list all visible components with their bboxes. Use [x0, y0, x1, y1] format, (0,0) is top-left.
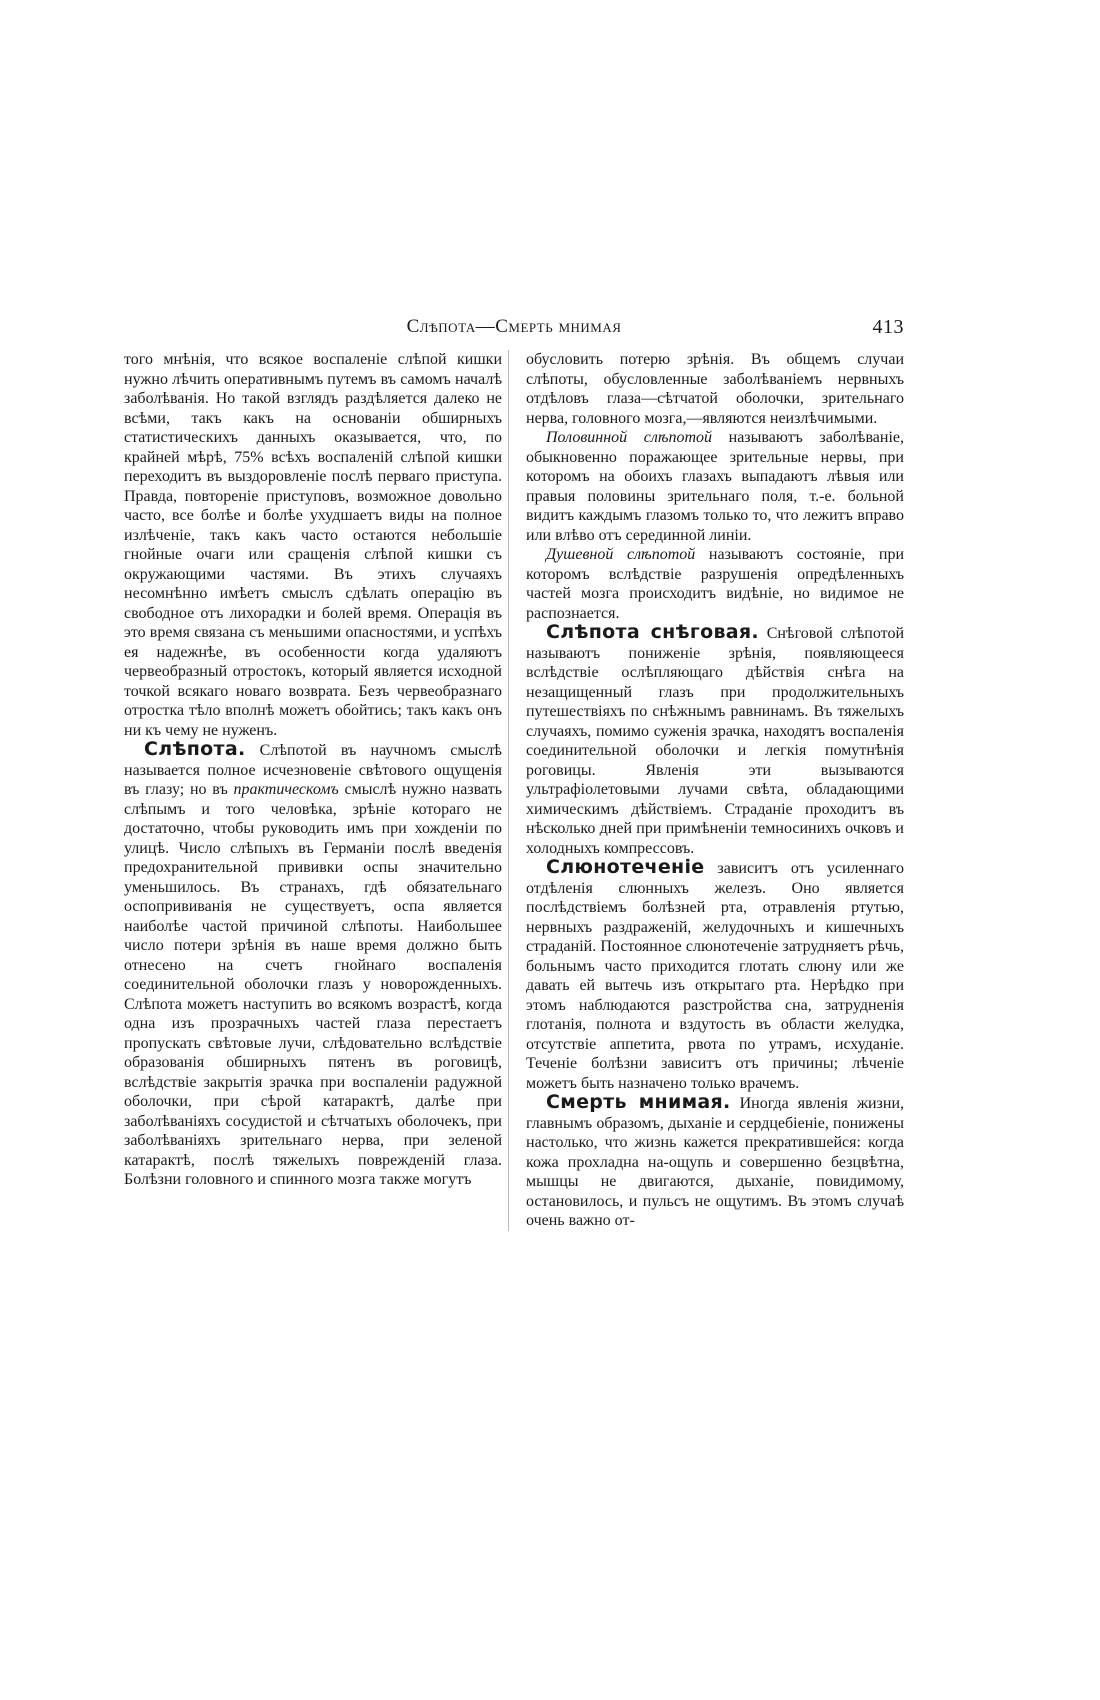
- emphasis-text: Душевной слѣпотой: [546, 546, 696, 563]
- running-title: Слѣпота—Смерть мнимая: [406, 316, 622, 337]
- text-columns: [124, 350, 904, 1231]
- article-salivation: [526, 858, 904, 1093]
- article-text: зависитъ отъ усиленнаго отдѣленія слюнныхъ железъ. Оно является послѣдствіемъ болѣзней рта, отравленія ртутью, нервныхъ раздраженій, желудочныхъ и кишечныхъ страданій. Постоянное слюнотеченіе затрудняетъ рѣчь, больнымъ часто приходится глотать слюну или же давать ей вытечь изъ открытаго рта. Нерѣдко при этомъ наблюдаются разстройства сна, затрудненія глотанія, полнота и вздутость въ области желудка, отсутствіе аппетита, рвота по утрамъ, исхуданіе. Теченіе болѣзни зависитъ отъ причины; лѣченіе можетъ быть назначено только врачемъ.: [526, 860, 904, 1092]
- article-heading-snow-blindness: Слѣпота снѣговая.: [546, 621, 759, 643]
- article-heading-slepota: Слѣпота.: [144, 738, 246, 760]
- article-slepota: [124, 740, 502, 1190]
- article-heading-salivation: Слюнотеченіе: [546, 856, 705, 878]
- article-text: Иногда явленія жизни, главнымъ образомъ, дыханіе и сердцебіеніе, понижены настолько, что жизнь кажется прекратившейся: когда кожа прохладна на-ощупь и совершенно безцвѣтна, мышцы не двигаются, дыханіе, повидимому, остановилось, и пульсъ не ощутимъ. Въ этомъ случаѣ очень важно от-: [526, 1095, 905, 1229]
- paragraph-mental-blindness: [526, 545, 904, 623]
- paragraph-half-blindness: [526, 428, 904, 545]
- paragraph-text: называютъ заболѣваніе, обыкновенно поражающее зрительные нервы, при которомъ на обоихъ глазахъ выпадаютъ лѣвыя или правыя половины зрительнаго поля, т.-е. больной видитъ каждымъ глазомъ только то, что лежитъ вправо или влѣво отъ серединной линіи.: [526, 429, 904, 544]
- emphasis-text: практическомъ: [233, 781, 339, 798]
- article-text: смыслѣ нужно назвать слѣпымъ и того человѣка, зрѣніе котораго не достаточно, чтобы руководить имъ при хожденіи по улицѣ. Число слѣпыхъ въ Германіи послѣ введенія предохранительной прививки оспы значительно уменьшилось. Въ странахъ, гдѣ обязательнаго оспопрививанія не существуетъ, оспа является наиболѣе частой причиной слѣпоты. Наибольшее число потери зрѣнія въ наше время должно быть отнесено на счетъ гнойнаго воспаленія соединительной оболочки глазъ у новорожденныхъ. Слѣпота можетъ наступить во всякомъ возрастѣ, когда одна изъ прозрачныхъ частей глаза перестаетъ пропускать свѣтовые лучи, слѣдовательно вслѣдствіе образованія обширныхъ пятенъ въ роговицѣ, вслѣдствіе закрытія зрачка при воспаленіи радужной оболочки, при сѣрой катарактѣ, далѣе при заболѣваніяхъ сосудистой и сѣтчатыхъ оболочекъ, при заболѣваніяхъ зрительнаго нерва, при зеленой катарактѣ, послѣ тяжелыхъ поврежденій глаза. Болѣзни головного и спинного мозга также могутъ: [124, 781, 502, 1188]
- article-heading-apparent-death: Смерть мнимая.: [546, 1091, 731, 1113]
- left-column: [124, 350, 509, 1231]
- article-text: Снѣговой слѣпотой называютъ пониженіе зрѣнія, появляющееся вслѣдствіе ослѣпляющаго дѣйствія снѣга на незащищенный глазъ при продолжительныхъ путешествіяхъ по снѣжнымъ равнинамъ. Въ тяжелыхъ случаяхъ, помимо суженія зрачка, находятъ воспаленія соединительной оболочки и легкія помутнѣнія роговицы. Явленія эти вызываются ультрафіолетовыми лучами свѣта, обладающими химическимъ дѣйствіемъ. Страданіе проходитъ въ нѣсколько дней при примѣненіи темносинихъ очковъ и холодныхъ компрессовъ.: [526, 625, 904, 857]
- paragraph-text: называютъ состояніе, при которомъ вслѣдствіе разрушенія опредѣленныхъ частей мозга происходитъ видѣніе, но видимое не распознается.: [526, 546, 905, 622]
- paragraph-continuation: обусловить потерю зрѣнія. Въ общемъ случаи слѣпоты, обусловленные заболѣваніемъ нервныхъ отдѣловъ глаза—сѣтчатой оболочки, зрительнаго нерва, головного мозга,—являются неизлѣчимыми.: [526, 351, 904, 427]
- article-apparent-death: [526, 1093, 904, 1231]
- page: [124, 316, 904, 1231]
- emphasis-text: Половинной слѣпотой: [546, 429, 713, 446]
- article-snow-blindness: [526, 623, 904, 858]
- article-text: Слѣпотой въ научномъ смыслѣ называется полное исчезновеніе свѣтового ощущенія въ глазу; но въ: [124, 742, 502, 798]
- paragraph-continuation: того мнѣнія, что всякое воспаленіе слѣпой кишки нужно лѣчить оперативнымъ путемъ въ самомъ началѣ заболѣванія. Но такой взглядъ раздѣляется далеко не всѣми, такъ какъ на основаніи обширныхъ статистическихъ данныхъ оказывается, что, по крайней мѣрѣ, 75% всѣхъ воспаленій слѣпой кишки переходитъ въ выздоровленіе послѣ перваго приступа. Правда, повтореніе приступовъ, возможное довольно часто, все болѣе и болѣе ухудшаетъ виды на полное излѣченіе, такъ какъ часто остаются небольшіе гнойные очаги или сращенія слѣпой кишки съ окружающими частями. Въ этихъ случаяхъ несомнѣнно имѣетъ смыслъ сдѣлать операцію въ свободное отъ лихорадки и болей время. Операція въ это время связана съ меньшими опасностями, и успѣхъ ея надежнѣе, въ особенности когда удаляютъ червеобразный отростокъ, который является исходной точкой всякаго новаго возврата. Безъ червеобразнаго отростка тѣло вполнѣ можетъ обойтись; такъ какъ онъ ни къ чему не нуженъ.: [124, 351, 502, 739]
- page-number: 413: [872, 316, 904, 338]
- running-header: [124, 316, 904, 344]
- right-column: [526, 350, 904, 1231]
